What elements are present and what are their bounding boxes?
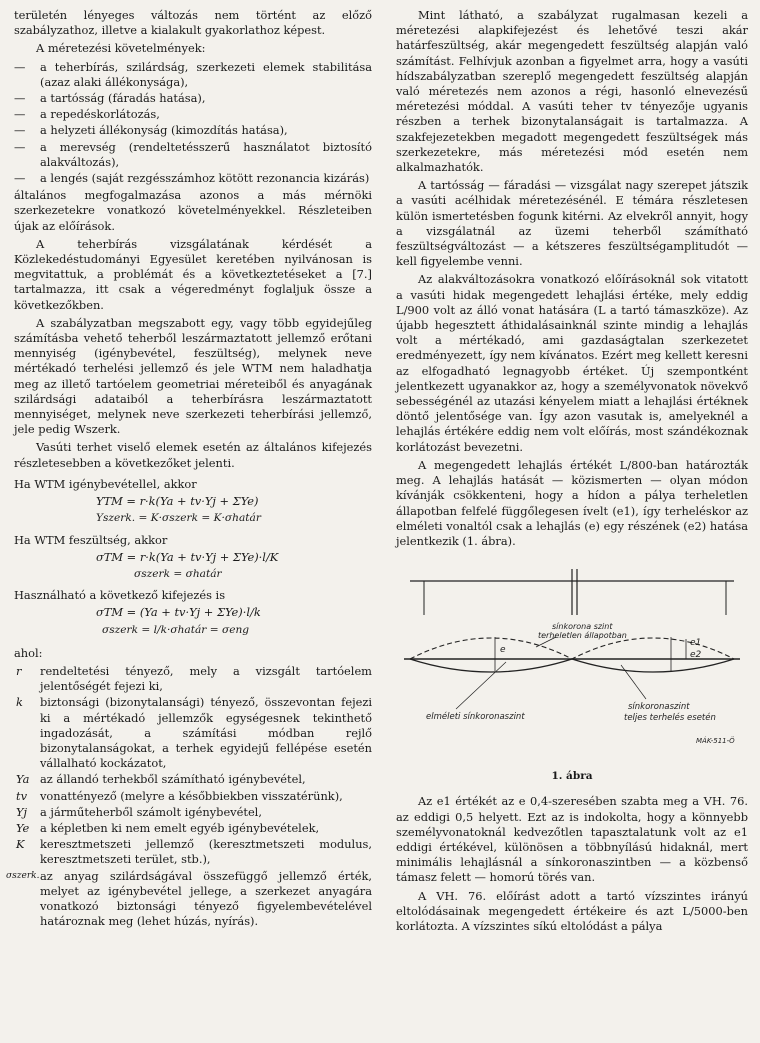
list-item: — a repedéskorlátozás,	[14, 107, 160, 122]
equation-2a: σTM = r·k(Ya + tv·Yj + ΣYe)·l/K	[96, 549, 279, 564]
kozlekedes-paragraph: A teherbírás vizsgálatának kérdését a Közlekedéstudományi Egyesület keretében nyilvánosan is megvitattuk, a problémát és a következtetéseket a [7.] tartalmazza, itt csak a végeredményt foglaljuk össze a következőkben.	[14, 236, 372, 312]
left-column	[6, 8, 372, 930]
equation-3b: σszerk = l/k·σhatár = σeng	[102, 623, 250, 636]
list-item: — a tartósság (fáradás hatása),	[14, 91, 206, 106]
label-code: MÁK-511-Ö	[696, 737, 735, 746]
label-e2: e2	[690, 650, 702, 661]
label-e: e	[500, 645, 506, 656]
label-e1: e1	[690, 638, 702, 649]
szabalyzat-paragraph: A szabályzatban megszabott egy, vagy több egyidejűleg számításba vehető teherből leszármaztatott jellemző erőtani mennyiség (igénybevétel, feszültség), melynek neve mértékadó terhelési jellemző és jele WTM nem haladhatja meg az illető tartóelem geometriai méreteiből és anyagának szilárdsági adataiból a teherbírásra leszármaztatott mennyiséget, melynek neve szerkezeti teherbírási jellemző, jele pedig Wszerk.	[14, 315, 372, 437]
ahol-label: ahol:	[14, 645, 43, 660]
label-elmeleti: elméleti sínkoronaszint	[426, 712, 525, 723]
list-item: — a lengés (saját rezgésszámhoz kötött rezonancia kizárás)	[14, 171, 370, 186]
deflection-figure	[396, 559, 748, 759]
list-item: — a merevség (rendeltetésszerű használatot biztosító alakváltozás),	[14, 139, 372, 169]
label-teljes-1: sínkoronaszint	[628, 702, 690, 713]
alakvaltozas-paragraph: Az alakváltozásokra vonatkozó előírásoknál sok vitatott a vasúti hidak megengedett lehajlási értéke, mely eddig L/900 volt az álló vonat hatására (L a tartó támaszköze). Az újabb hegesztett áthidalásainknál szinte mindig a lehajlás volt a mértékadó, ami gazdaságtalan szerkezetet eredményezett, így nem kívánatos. Ezért meg kellett keresni az elfogadható legnagyobb értéket. Új szempontként jelentkezett ugyanakkor az, hogy a személyvonatok növekvő sebességénél az utazási kényelem miatt a lehajlási értéknek döntő jelentősége van. Így azon vasutak is, amelyeknél a lehajlás értékére eddig nem volt előírás, most szándékoznak korlátozást bevezetni.	[396, 272, 748, 454]
definition-item: tv vonattényező (melyre a későbbiekben visszatérünk),	[16, 788, 343, 803]
definition-item: K keresztmetszeti jellemző (keresztmetszeti modulus, keresztmetszeti terület, stb.),	[16, 837, 372, 867]
definition-item: k biztonsági (bizonytalansági) tényező, összevontan fejezi ki a mértékadó jellemzők egységesnek tekinthető ingadozását, a számítási módban rejlő bizonytalanságokat, a terhek egyidejű fellépése esetén vállalható kockázatot,	[16, 695, 372, 771]
equation-1a: YTM = r·k(Ya + tv·Yj + ΣYe)	[96, 494, 259, 509]
definition-item: Ya az állandó terhekből számítható igénybevétel,	[16, 772, 306, 787]
list-item: — a teherbírás, szilárdság, szerkezeti elemek stabilitása (azaz alaki állékonysága),	[14, 59, 372, 89]
equation-3a: σTM = (Ya + tv·Yj + ΣYe)·l/k	[96, 605, 261, 620]
vh76-paragraph: A VH. 76. előírást adott a tartó vízszintes irányú eltolódásainak megengedett értékeire és azt L/5000-ben korlátozta. A vízszintes síkú eltolódást a pálya	[396, 888, 748, 933]
mint-paragraph: Mint látható, a szabályzat rugalmasan kezeli a méretezési alapkifejezést és lehetővé teszi akár határfeszültség, akár megengedett feszültség alapján való számítást. Felhívjuk azonban a figyelmet arra, hogy a vasúti hídszabályzatban szereplő megengedett feszültség alapján való méretezés nem azonos a régi, hasonló elnevezésű méretezési móddal. A vasúti teher tv tényezője ugyanis részben a terhek bizonytalanságait is tartalmazza. A szakfejezetekben megadott megengedett feszültségek más szerkezetekre, más méretezési mód esetén nem alkalmazhatók.	[396, 8, 748, 175]
label-sinkorona: sínkorona szint	[552, 622, 613, 632]
label-teljes-2: teljes terhelés esetén	[624, 713, 716, 724]
deflection-diagram	[396, 559, 748, 759]
intro-paragraph: területén lényeges változás nem történt az előző szabályzathoz, illetve a kialakult gyakorlathoz képest.	[14, 8, 372, 38]
figure-caption: 1. ábra	[551, 770, 593, 783]
lehajlas-paragraph: A megengedett lehajlás értékét L/800-ban határozták meg. A lehajlás hatását — közismerten — olyan módon kívánják csökkenteni, hogy a hídon a pálya terheletlen állapotban felfelé függőlegesen ívelt (e1), így terheléskor az elméleti vonaltól csak a lehajlás (e) egy részének (e2) hatása jelentkezik (1. ábra).	[396, 457, 748, 548]
requirements-list	[14, 60, 372, 187]
vasuti-paragraph: Vasúti terhet viselő elemek esetén az általános kifejezés részletesebben a következőket jelenti.	[14, 440, 372, 470]
e1-paragraph: Az e1 értékét az e 0,4-szeresében szabta meg a VH. 76. az eddigi 0,5 helyett. Ezt az is indokolta, hogy a könnyebb személyvonatoknál kedvezőtlen tapasztalatunk volt az e1 eddigi értékével, különösen a többnyílású hidaknál, mert minimális lehajlásnál a sínkoronaszintben — a közbenső támasz felett — homorú törés van.	[396, 794, 748, 885]
requirements-heading: A méretezési követelmények:	[36, 41, 206, 56]
list-item: — a helyzeti állékonyság (kimozdítás hatása),	[14, 123, 288, 138]
definition-item: Yj a járműteherből számolt igénybevétel,	[16, 804, 262, 819]
condition-2: Ha WTM feszültség, akkor	[14, 532, 168, 547]
equation-2b: σszerk = σhatár	[134, 567, 222, 580]
definition-item: σszerk. az anyag szilárdságával összefüggő jellemző érték, melyet az igénybevétel jellege, a szerkezet anyagára vonatkozó biztonsági tényező figyelembevételével határoznak meg (lehet húzás, nyírás).	[6, 868, 372, 929]
definition-item: Ye a képletben ki nem emelt egyéb igénybevételek,	[16, 820, 320, 835]
condition-3: Használható a következő kifejezés is	[14, 588, 226, 603]
general-paragraph: általános megfogalmazása azonos a más mérnöki szerkezetekre vonatkozó követelményekkel. Részleteiben újak az előírások.	[14, 188, 372, 233]
right-column	[396, 8, 748, 937]
tartossag-paragraph: A tartósság — fáradási — vizsgálat nagy szerepet játszik a vasúti acélhidak méretezésénél. E témára részletesen külön ismertetésben fogunk kitérni. Az elvekről annyit, hogy a vizsgálatnál az üzemi teherből számítható feszültségváltozást — a kétszeres feszültségamplitudót — kell figyelembe venni.	[396, 178, 748, 269]
definition-item: r rendeltetési tényező, mely a vizsgált tartóelem jelentőségét fejezi ki,	[16, 663, 372, 694]
label-terheletlen: terheletlen állapotban	[538, 631, 627, 641]
condition-1: Ha WTM igénybevétellel, akkor	[14, 476, 197, 491]
equation-1b: Yszerk. = K·σszerk = K·σhatár	[96, 512, 261, 525]
definitions-list	[6, 663, 372, 929]
